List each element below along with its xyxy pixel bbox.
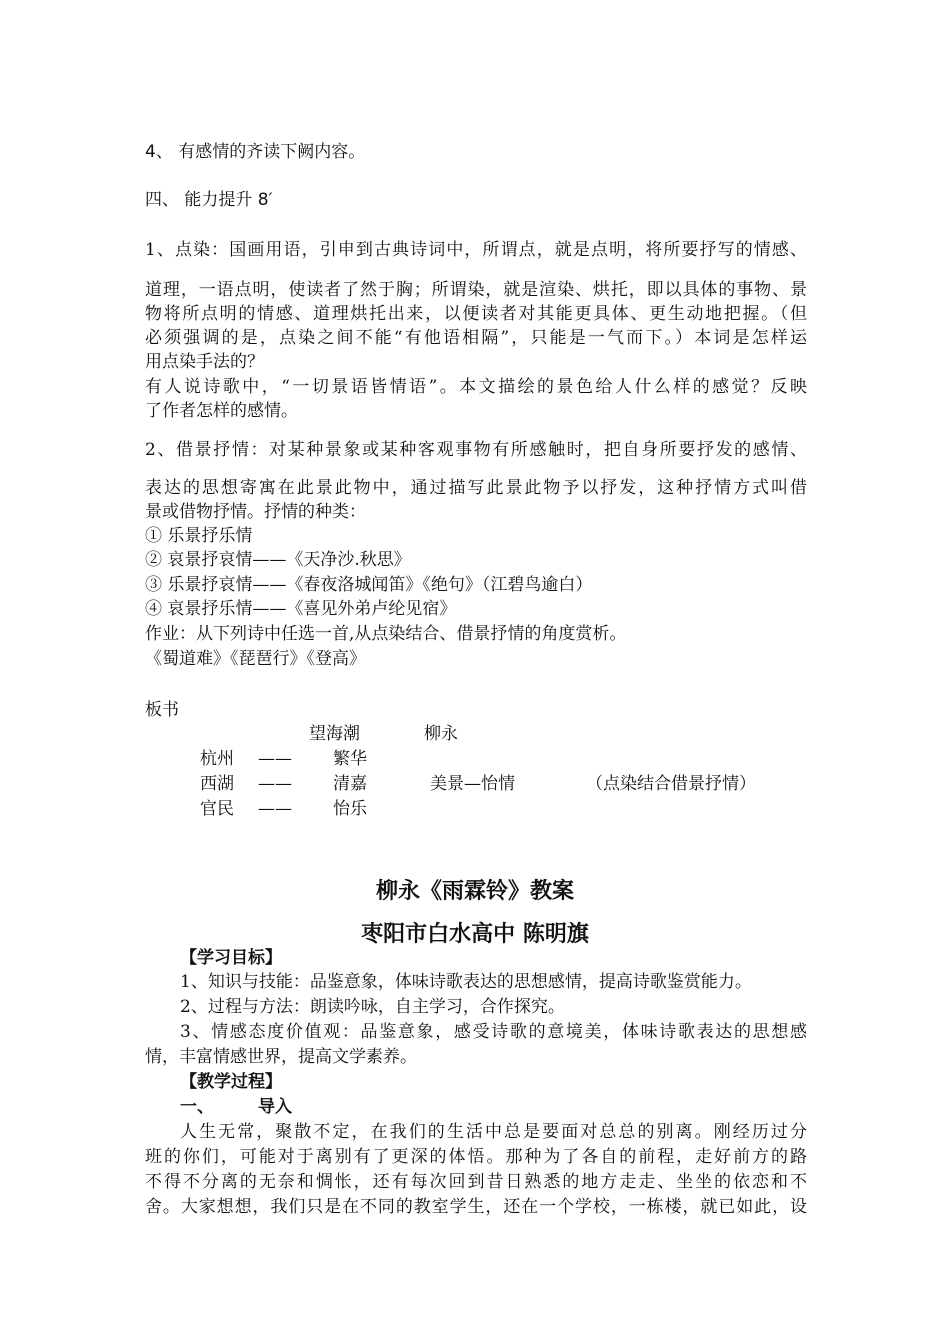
p1-line: 用点染手法的？ [145,352,264,372]
step-1-number: 一、 [180,1097,214,1117]
board-author: 柳永 [424,724,458,744]
item-4: 4、 有感情的齐读下阙内容。 [145,142,366,162]
process-heading: 【教学过程】 [180,1072,282,1092]
p2-line: 景或借物抒情。抒情的种类： [145,502,366,522]
p2-line: 表达的思想寄寓在此景此物中，通过描写此景此物予以抒发，这种抒情方式叫借 [145,478,807,498]
heading-4: 四、 能力提升 8′ [145,190,273,210]
p1-line: 物将所点明的情感、道理烘托出来，以便读者对其能更具体、更生动地把握。（但 [145,304,807,324]
p2-line: 2、借景抒情：对某种景象或某种客观事物有所感触时，把自身所要抒发的感情、 [145,440,807,460]
plan-title: 柳永《雨霖铃》教案 [375,879,574,904]
board-label: 板书 [145,700,179,720]
q2-line: 有人说诗歌中，“一切景语皆情语”。本文描绘的景色给人什么样的感觉？反映 [145,377,807,397]
type-item: ① 乐景抒乐情 [145,526,253,546]
goals-heading: 【学习目标】 [180,948,282,968]
type-item: ② 哀景抒哀情——《天净沙.秋思》 [145,550,411,570]
board-dash: —— [258,799,292,819]
plan-subtitle: 枣阳市白水高中 陈明旗 [361,922,589,947]
type-item: ④ 哀景抒乐情——《喜见外弟卢纶见宿》 [145,599,457,619]
board-center: 美景—怡情 [430,774,515,794]
p1-line: 1、点染：国画用语，引申到古典诗词中，所谓点，就是点明，将所要抒写的情感、 [145,240,807,260]
board-word: 繁华 [333,749,367,769]
poem-list: 《蜀道难》《琵琶行》《登高》 [145,649,366,669]
board-note: （点染结合借景抒情） [586,774,756,794]
q2-line: 了作者怎样的感情。 [145,401,298,421]
goal-1: 1、知识与技能：品鉴意象，体味诗歌表达的思想感情，提高诗歌鉴赏能力。 [180,972,752,992]
board-place: 西湖 [200,774,234,794]
goal-2: 2、过程与方法：朗读吟咏，自主学习，合作探究。 [180,997,565,1017]
intro-line: 不得不分离的无奈和惆怅，还有每次回到昔日熟悉的地方走走、坐坐的依恋和不 [145,1172,807,1192]
intro-line: 人生无常，聚散不定，在我们的生活中总是要面对总总的别离。刚经历过分 [180,1122,807,1142]
type-item: ③ 乐景抒哀情——《春夜洛城闻笛》《绝句》（江碧鸟逾白） [145,575,593,595]
homework: 作业：从下列诗中任选一首,从点染结合、借景抒情的角度赏析。 [145,624,627,644]
p1-line: 道理，一语点明，使读者了然于胸；所谓染，就是渲染、烘托，即以具体的事物、景 [145,280,807,300]
board-dash: —— [258,749,292,769]
goal-3-line: 情，丰富情感世界，提高文学素养。 [145,1047,417,1067]
intro-line: 舍。大家想想，我们只是在不同的教室学生，还在一个学校，一栋楼，就已如此，设 [145,1197,807,1217]
board-title: 望海潮 [309,724,360,744]
step-1-label: 导入 [258,1097,292,1117]
board-place: 官民 [200,799,234,819]
board-place: 杭州 [200,749,234,769]
goal-3-line: 3、情感态度价值观：品鉴意象，感受诗歌的意境美，体味诗歌表达的思想感 [180,1022,807,1042]
p1-line: 必须强调的是，点染之间不能“有他语相隔”，只能是一气而下。）本词是怎样运 [145,328,807,348]
board-word: 清嘉 [333,774,367,794]
intro-line: 班的你们，可能对于离别有了更深的体悟。那种为了各自的前程，走好前方的路 [145,1147,807,1167]
board-dash: —— [258,774,292,794]
board-word: 怡乐 [333,799,367,819]
